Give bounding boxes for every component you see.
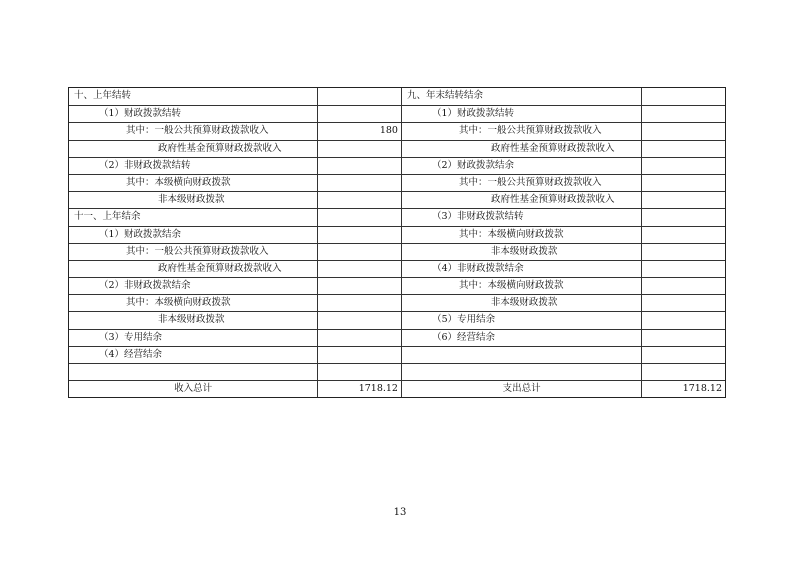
table-row xyxy=(69,277,725,294)
income-item-label: （3）专用结余 xyxy=(99,331,163,343)
expense-item-amount xyxy=(641,364,725,380)
table-row xyxy=(69,140,725,157)
expense-item-label: 九、年末结转结余 xyxy=(401,88,641,105)
table-row xyxy=(69,157,725,174)
income-item-amount xyxy=(317,295,401,311)
income-item-amount xyxy=(317,244,401,260)
expense-item-amount xyxy=(641,123,725,139)
income-item-amount xyxy=(317,347,401,363)
income-item-amount: 180 xyxy=(317,123,401,139)
table-row xyxy=(69,311,725,328)
expense-item-amount xyxy=(641,295,725,311)
expense-item-amount xyxy=(641,192,725,208)
table-row xyxy=(69,294,725,311)
expense-item-label: 其中：本级横向财政拨款 xyxy=(401,227,641,243)
expense-item-label: 政府性基金预算财政拨款收入 xyxy=(401,192,641,208)
income-item-label: 非本级财政拨款 xyxy=(158,194,225,206)
table-row xyxy=(69,191,725,208)
income-item-label: （2）非财政拨款结转 xyxy=(99,159,191,171)
income-item-label: 其中：一般公共预算财政拨款收入 xyxy=(126,245,269,257)
income-item-amount xyxy=(317,141,401,157)
expense-item-amount xyxy=(641,278,725,294)
expense-item-label: 支出总计 xyxy=(401,381,641,397)
income-item-amount xyxy=(317,227,401,243)
expense-item-label: 其中：一般公共预算财政拨款收入 xyxy=(401,175,641,191)
expense-item-amount xyxy=(641,312,725,328)
income-item-amount: 1718.12 xyxy=(317,381,401,397)
income-item-label: （1）财政拨款结余 xyxy=(99,228,182,240)
income-item-amount xyxy=(317,192,401,208)
expense-item-label: （6）经营结余 xyxy=(401,330,641,346)
expense-item-label: 非本级财政拨款 xyxy=(401,295,641,311)
income-item-amount xyxy=(317,209,401,225)
income-item-label: 十一、上年结余 xyxy=(74,211,141,223)
page-number: 13 xyxy=(393,507,407,518)
expense-item-amount xyxy=(641,209,725,225)
expense-item-amount xyxy=(641,175,725,191)
expense-item-amount xyxy=(641,88,725,105)
table-row xyxy=(69,226,725,243)
expense-item-label: （3）非财政拨款结转 xyxy=(401,209,641,225)
income-item-label: 其中：本级横向财政拨款 xyxy=(126,297,231,309)
expense-item-label: 非本级财政拨款 xyxy=(401,244,641,260)
income-item-label: 非本级财政拨款 xyxy=(158,314,225,326)
table-row xyxy=(69,329,725,346)
table-row xyxy=(69,260,725,277)
expense-item-label: （2）财政拨款结余 xyxy=(401,158,641,174)
expense-item-amount xyxy=(641,106,725,122)
table-row xyxy=(69,380,725,397)
table-row xyxy=(69,243,725,260)
expense-item-label: 政府性基金预算财政拨款收入 xyxy=(401,141,641,157)
expense-item-amount: 1718.12 xyxy=(641,381,725,397)
expense-item-amount xyxy=(641,347,725,363)
table-row xyxy=(69,363,725,380)
budget-table xyxy=(68,87,726,398)
expense-item-amount xyxy=(641,227,725,243)
expense-item-amount xyxy=(641,330,725,346)
income-item-amount xyxy=(317,364,401,380)
income-item-amount xyxy=(317,175,401,191)
income-item-label xyxy=(69,364,317,380)
expense-item-amount xyxy=(641,261,725,277)
income-item-amount xyxy=(317,312,401,328)
expense-item-amount xyxy=(641,141,725,157)
expense-item-label: （1）财政拨款结转 xyxy=(401,106,641,122)
income-item-label: （2）非财政拨款结余 xyxy=(99,280,191,292)
table-row xyxy=(69,88,725,105)
table-row xyxy=(69,174,725,191)
table-row xyxy=(69,122,725,139)
table-row xyxy=(69,208,725,225)
income-item-label: 其中：一般公共预算财政拨款收入 xyxy=(126,125,269,137)
expense-item-amount xyxy=(641,158,725,174)
income-item-label: 收入总计 xyxy=(174,383,213,395)
income-item-amount xyxy=(317,106,401,122)
expense-item-amount xyxy=(641,244,725,260)
income-item-amount xyxy=(317,158,401,174)
table-row xyxy=(69,346,725,363)
income-item-amount xyxy=(317,88,401,105)
income-item-label: 政府性基金预算财政拨款收入 xyxy=(158,142,282,154)
expense-item-label: （4）非财政拨款结余 xyxy=(401,261,641,277)
expense-item-label: （5）专用结余 xyxy=(401,312,641,328)
income-item-amount xyxy=(317,278,401,294)
expense-item-label xyxy=(401,347,641,363)
income-item-label: （1）财政拨款结转 xyxy=(99,108,182,120)
table-row xyxy=(69,105,725,122)
expense-item-label: 其中：本级横向财政拨款 xyxy=(401,278,641,294)
expense-item-label xyxy=(401,364,641,380)
income-item-label: （4）经营结余 xyxy=(99,348,163,360)
income-item-label: 十、上年结转 xyxy=(74,90,132,101)
income-item-amount xyxy=(317,330,401,346)
expense-item-label: 其中：一般公共预算财政拨款收入 xyxy=(401,123,641,139)
income-item-label: 政府性基金预算财政拨款收入 xyxy=(158,262,282,274)
income-item-label: 其中：本级横向财政拨款 xyxy=(126,176,231,188)
income-item-amount xyxy=(317,261,401,277)
